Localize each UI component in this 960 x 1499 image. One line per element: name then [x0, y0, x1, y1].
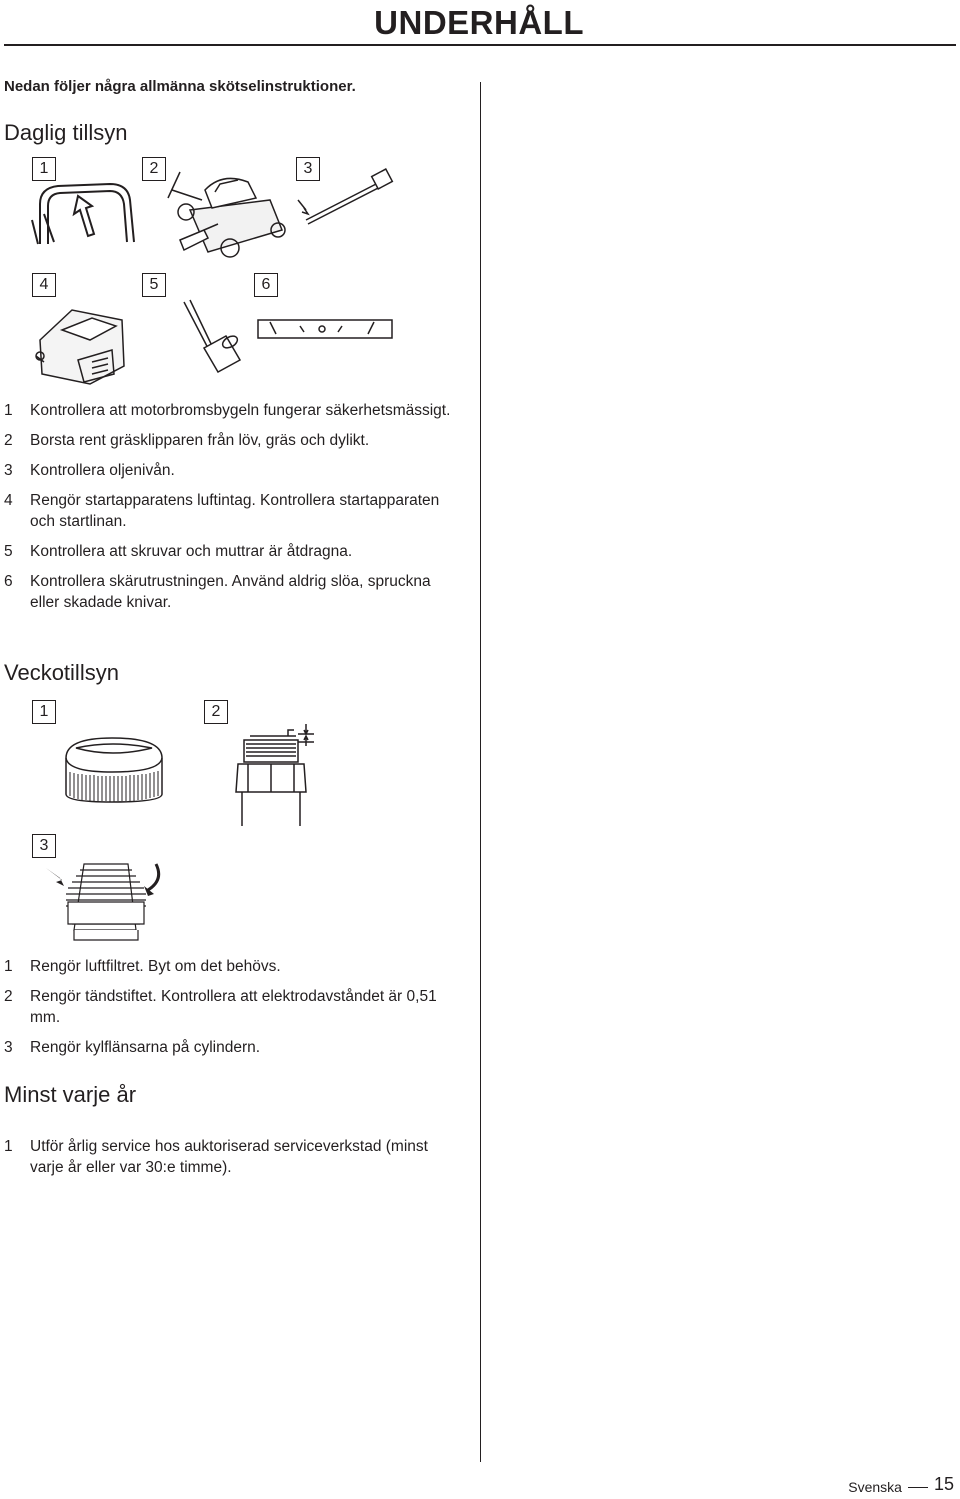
intro-text: Nedan följer några allmänna skötselinstruktioner. — [4, 78, 356, 95]
item-text: Rengör kylflänsarna på cylindern. — [30, 1039, 261, 1056]
list-item — [4, 460, 464, 481]
item-text: Rengör startapparatens luftintag. Kontrollera startapparaten och startlinan. — [30, 492, 440, 530]
item-text: Kontrollera oljenivån. — [30, 462, 175, 479]
list-item — [4, 571, 464, 613]
item-text: Kontrollera skärutrustningen. Använd aldrig slöa, spruckna eller skadade knivar. — [30, 573, 431, 611]
figure-label-daily-2: 2 — [142, 157, 166, 181]
list-item — [4, 1136, 464, 1178]
list-item — [4, 490, 464, 532]
item-number: 1 — [4, 958, 13, 975]
handle-brake-illustration — [30, 176, 150, 248]
item-number: 2 — [4, 988, 13, 1005]
header-rule — [4, 44, 956, 46]
list-item — [4, 956, 464, 977]
heading-daily: Daglig tillsyn — [4, 120, 128, 145]
spark-plug-illustration — [228, 722, 324, 828]
page-number: 15 — [933, 1474, 954, 1494]
blade-illustration — [256, 318, 394, 342]
item-number: 1 — [4, 402, 13, 419]
item-number: 5 — [4, 543, 13, 560]
item-text: Kontrollera att skruvar och muttrar är åtdragna. — [30, 543, 353, 560]
page-title: UNDERHÅLL — [374, 4, 584, 41]
mower-cleaning-illustration — [160, 160, 290, 260]
list-item — [4, 541, 464, 562]
item-number: 6 — [4, 573, 13, 590]
figure-label-weekly-1: 1 — [32, 700, 56, 724]
wrench-illustration — [178, 296, 248, 376]
list-item — [4, 400, 464, 421]
dipstick-illustration — [296, 170, 400, 234]
daily-list — [4, 400, 464, 622]
figure-label-daily-3: 3 — [296, 157, 320, 181]
yearly-list — [4, 1136, 464, 1187]
item-text: Rengör luftfiltret. Byt om det behövs. — [30, 958, 281, 975]
footer-separator — [908, 1487, 928, 1488]
figure-label-daily-1: 1 — [32, 157, 56, 181]
item-text: Kontrollera att motorbromsbygeln fungerar säkerhetsmässigt. — [30, 402, 451, 419]
list-item — [4, 1037, 464, 1058]
starter-engine-illustration — [32, 300, 132, 386]
list-item — [4, 430, 464, 451]
figure-label-daily-5: 5 — [142, 273, 166, 297]
list-item — [4, 986, 464, 1028]
figure-label-weekly-2: 2 — [204, 700, 228, 724]
cylinder-fins-illustration — [44, 860, 168, 944]
item-text: Utför årlig service hos auktoriserad serviceverkstad (minst varje år eller var 30:e timme). — [30, 1138, 428, 1176]
figure-label-weekly-3: 3 — [32, 834, 56, 858]
weekly-list — [4, 956, 464, 1067]
heading-yearly: Minst varje år — [4, 1082, 137, 1107]
item-number: 4 — [4, 492, 13, 509]
figure-label-daily-6: 6 — [254, 273, 278, 297]
item-number: 1 — [4, 1138, 13, 1155]
figure-label-daily-4: 4 — [32, 273, 56, 297]
air-filter-illustration — [62, 736, 166, 804]
column-divider — [480, 82, 481, 1462]
item-number: 3 — [4, 1039, 13, 1056]
item-text: Rengör tändstiftet. Kontrollera att elektrodavståndet är 0,51 mm. — [30, 988, 437, 1026]
footer-language: Svenska — [848, 1479, 902, 1495]
item-text: Borsta rent gräsklipparen från löv, gräs och dylikt. — [30, 432, 370, 449]
page-footer — [848, 1474, 954, 1495]
item-number: 2 — [4, 432, 13, 449]
item-number: 3 — [4, 462, 13, 479]
heading-weekly: Veckotillsyn — [4, 660, 119, 685]
